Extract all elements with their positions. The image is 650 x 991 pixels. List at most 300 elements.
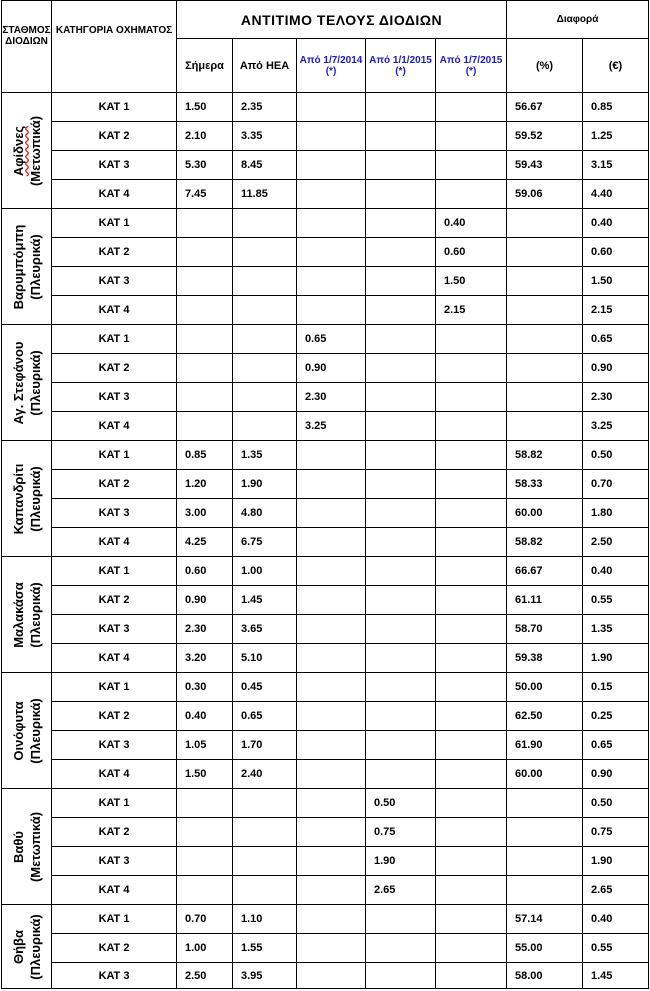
price-2014-07-cell [297, 876, 366, 905]
price-2014-07-cell [297, 934, 366, 963]
table-row [2, 760, 649, 789]
diff-percent-cell: 60.00 [507, 499, 583, 528]
today-cell [177, 789, 233, 818]
price-2015-07-cell: 0.60 [436, 238, 507, 267]
station-type: (Πλευρικά) [27, 697, 43, 764]
price-2015-07-cell [436, 557, 507, 586]
hea-price-cell: 4.80 [233, 499, 297, 528]
today-cell [177, 847, 233, 876]
diff-euro-cell: 0.70 [583, 470, 649, 499]
station-type: (Πλευρικά) [27, 581, 43, 648]
vehicle-category-cell: ΚΑΤ 2 [52, 122, 177, 151]
price-2015-01-cell [366, 267, 436, 296]
vehicle-category-cell: ΚΑΤ 2 [52, 702, 177, 731]
station-name-cell [2, 209, 52, 325]
from-hea-column-header: Από ΗΕΑ [233, 39, 297, 93]
table-row [2, 905, 649, 934]
price-2015-01-cell [366, 499, 436, 528]
price-2015-01-cell [366, 209, 436, 238]
vehicle-category-cell: ΚΑΤ 1 [52, 93, 177, 122]
diff-percent-cell [507, 383, 583, 412]
price-2014-07-cell: 2.30 [297, 383, 366, 412]
price-2014-07-cell [297, 122, 366, 151]
today-cell: 2.30 [177, 615, 233, 644]
price-2014-07-cell [297, 905, 366, 934]
diff-percent-cell: 56.67 [507, 93, 583, 122]
hea-price-cell: 3.35 [233, 122, 297, 151]
station-type: (Μετωπικά) [27, 115, 43, 186]
price-2015-01-cell [366, 702, 436, 731]
diff-euro-cell: 0.85 [583, 93, 649, 122]
table-row [2, 441, 649, 470]
table-row [2, 557, 649, 586]
station-type: (Μετωπικά) [27, 811, 43, 882]
hea-price-cell [233, 383, 297, 412]
today-cell [177, 267, 233, 296]
today-cell [177, 238, 233, 267]
diff-euro-cell: 4.40 [583, 180, 649, 209]
price-2015-07-cell [436, 354, 507, 383]
price-2015-07-cell [436, 673, 507, 702]
hea-price-cell: 1.90 [233, 470, 297, 499]
vehicle-category-cell: ΚΑΤ 1 [52, 325, 177, 354]
price-group-header: ΑΝΤΙΤΙΜΟ ΤΕΛΟΥΣ ΔΙΟΔΙΩΝ [177, 1, 507, 39]
price-2015-01-cell [366, 528, 436, 557]
today-column-header: Σήμερα [177, 39, 233, 93]
station-name: Βαθύ [10, 830, 26, 863]
station-name: Οινόφυτα [10, 700, 26, 761]
hea-price-cell [233, 789, 297, 818]
price-2015-07-cell [436, 93, 507, 122]
station-column-header: ΣΤΑΘΜΟΣ ΔΙΟΔΙΩΝ [2, 1, 52, 93]
diff-percent-cell: 59.43 [507, 151, 583, 180]
diff-euro-cell: 2.50 [583, 528, 649, 557]
vehicle-category-cell: ΚΑΤ 1 [52, 441, 177, 470]
station-name-cell [2, 557, 52, 673]
diff-euro-cell: 0.90 [583, 760, 649, 789]
price-2014-07-cell: 0.90 [297, 354, 366, 383]
hea-price-cell: 1.35 [233, 441, 297, 470]
price-2015-01-cell [366, 934, 436, 963]
table-row [2, 296, 649, 325]
today-cell [177, 818, 233, 847]
price-2015-01-cell [366, 644, 436, 673]
price-2015-01-cell [366, 122, 436, 151]
vehicle-category-cell: ΚΑΤ 3 [52, 267, 177, 296]
diff-euro-cell: 0.65 [583, 731, 649, 760]
hea-price-cell [233, 209, 297, 238]
diff-euro-cell: 1.80 [583, 499, 649, 528]
from-2014-07-column-header: Από 1/7/2014 (*) [297, 39, 366, 93]
price-2015-07-cell: 1.50 [436, 267, 507, 296]
price-2014-07-cell [297, 760, 366, 789]
vehicle-category-cell: ΚΑΤ 3 [52, 963, 177, 989]
price-2014-07-cell [297, 702, 366, 731]
hea-price-cell: 2.35 [233, 93, 297, 122]
price-2015-01-cell [366, 238, 436, 267]
price-2015-07-cell [436, 441, 507, 470]
vehicle-category-cell: ΚΑΤ 4 [52, 644, 177, 673]
price-2015-01-cell [366, 586, 436, 615]
diff-percent-cell: 58.82 [507, 441, 583, 470]
today-cell: 3.00 [177, 499, 233, 528]
price-2015-07-cell [436, 325, 507, 354]
diff-euro-cell: 0.55 [583, 934, 649, 963]
price-2014-07-cell [297, 209, 366, 238]
today-cell: 0.60 [177, 557, 233, 586]
today-cell: 0.30 [177, 673, 233, 702]
diff-euro-cell: 0.50 [583, 441, 649, 470]
diff-percent-cell: 61.90 [507, 731, 583, 760]
diff-euro-cell: 0.50 [583, 789, 649, 818]
price-2015-07-cell [436, 151, 507, 180]
price-2014-07-cell [297, 180, 366, 209]
table-row [2, 267, 649, 296]
vehicle-category-cell: ΚΑΤ 2 [52, 470, 177, 499]
vehicle-category-cell: ΚΑΤ 3 [52, 383, 177, 412]
diff-percent-cell: 62.50 [507, 702, 583, 731]
table-row [2, 180, 649, 209]
price-2014-07-cell [297, 528, 366, 557]
today-cell: 1.00 [177, 934, 233, 963]
price-2015-07-cell [436, 963, 507, 989]
today-cell [177, 383, 233, 412]
today-cell [177, 876, 233, 905]
price-2014-07-cell [297, 789, 366, 818]
station-type: (Πλευρικά) [27, 349, 43, 416]
station-type: (Πλευρικά) [27, 465, 43, 532]
station-name-cell [2, 789, 52, 905]
table-row [2, 354, 649, 383]
price-2015-01-cell [366, 731, 436, 760]
today-cell [177, 325, 233, 354]
table-row [2, 122, 649, 151]
today-cell [177, 354, 233, 383]
today-cell: 0.90 [177, 586, 233, 615]
today-cell: 4.25 [177, 528, 233, 557]
diff-percent-cell: 58.00 [507, 963, 583, 989]
vehicle-category-cell: ΚΑΤ 4 [52, 180, 177, 209]
price-2015-07-cell [436, 789, 507, 818]
price-2015-01-cell [366, 905, 436, 934]
diff-percent-cell [507, 238, 583, 267]
price-2015-07-cell [436, 383, 507, 412]
hea-price-cell [233, 267, 297, 296]
hea-price-cell: 5.10 [233, 644, 297, 673]
diff-euro-cell: 0.55 [583, 586, 649, 615]
table-row [2, 615, 649, 644]
price-2015-01-cell [366, 354, 436, 383]
diff-percent-cell: 55.00 [507, 934, 583, 963]
hea-price-cell [233, 325, 297, 354]
diff-euro-cell: 2.65 [583, 876, 649, 905]
vehicle-category-cell: ΚΑΤ 2 [52, 586, 177, 615]
price-2015-01-cell [366, 383, 436, 412]
station-name-cell [2, 905, 52, 989]
price-2015-07-cell: 0.40 [436, 209, 507, 238]
station-name-cell [2, 673, 52, 789]
table-row [2, 528, 649, 557]
diff-euro-cell: 0.40 [583, 209, 649, 238]
diff-percent-cell [507, 818, 583, 847]
category-column-header: ΚΑΤΗΓΟΡΙΑ ΟΧΗΜΑΤΟΣ [52, 1, 177, 93]
price-2015-07-cell [436, 528, 507, 557]
today-cell [177, 296, 233, 325]
difference-group-header: Διαφορά [507, 1, 649, 39]
price-2015-01-cell [366, 412, 436, 441]
diff-euro-cell: 0.40 [583, 905, 649, 934]
price-2014-07-cell [297, 847, 366, 876]
table-row [2, 963, 649, 989]
table-row [2, 209, 649, 238]
vehicle-category-cell: ΚΑΤ 4 [52, 528, 177, 557]
today-cell [177, 412, 233, 441]
price-2015-01-cell [366, 180, 436, 209]
price-2015-01-cell [366, 557, 436, 586]
diff-euro-cell: 0.25 [583, 702, 649, 731]
price-2015-01-cell [366, 296, 436, 325]
price-2014-07-cell [297, 586, 366, 615]
price-2015-01-cell [366, 470, 436, 499]
table-row [2, 93, 649, 122]
price-2015-01-cell [366, 615, 436, 644]
hea-price-cell [233, 876, 297, 905]
diff-percent-cell: 61.11 [507, 586, 583, 615]
hea-price-cell: 6.75 [233, 528, 297, 557]
hea-price-cell: 8.45 [233, 151, 297, 180]
station-name: Καπανδρίτι [10, 463, 26, 534]
price-2015-07-cell [436, 412, 507, 441]
price-2014-07-cell: 0.65 [297, 325, 366, 354]
price-2015-07-cell [436, 586, 507, 615]
table-row [2, 151, 649, 180]
price-2015-01-cell [366, 441, 436, 470]
diff-euro-cell: 3.25 [583, 412, 649, 441]
diff-percent-cell: 60.00 [507, 760, 583, 789]
diff-percent-cell [507, 325, 583, 354]
vehicle-category-cell: ΚΑΤ 3 [52, 151, 177, 180]
from-2015-07-column-header: Από 1/7/2015 (*) [436, 39, 507, 93]
diff-euro-cell: 1.35 [583, 615, 649, 644]
toll-price-table [1, 0, 649, 989]
station-name: Θήβα [10, 929, 26, 964]
table-row [2, 383, 649, 412]
today-cell: 0.70 [177, 905, 233, 934]
hea-price-cell: 1.00 [233, 557, 297, 586]
price-2014-07-cell [297, 557, 366, 586]
diff-percent-cell [507, 847, 583, 876]
today-cell: 0.40 [177, 702, 233, 731]
today-cell: 1.20 [177, 470, 233, 499]
price-2014-07-cell [297, 499, 366, 528]
hea-price-cell [233, 238, 297, 267]
price-2015-01-cell: 0.50 [366, 789, 436, 818]
price-2015-07-cell [436, 905, 507, 934]
hea-price-cell: 0.45 [233, 673, 297, 702]
vehicle-category-cell: ΚΑΤ 3 [52, 847, 177, 876]
table-row [2, 644, 649, 673]
vehicle-category-cell: ΚΑΤ 2 [52, 354, 177, 383]
diff-euro-cell: 2.30 [583, 383, 649, 412]
diff-percent-cell [507, 876, 583, 905]
hea-price-cell: 1.70 [233, 731, 297, 760]
diff-percent-cell: 59.38 [507, 644, 583, 673]
diff-percent-cell [507, 209, 583, 238]
price-2015-07-cell [436, 702, 507, 731]
diff-euro-cell: 0.40 [583, 557, 649, 586]
today-cell: 2.10 [177, 122, 233, 151]
hea-price-cell [233, 296, 297, 325]
diff-euro-cell: 3.15 [583, 151, 649, 180]
today-cell: 0.85 [177, 441, 233, 470]
diff-euro-cell: 0.60 [583, 238, 649, 267]
price-2015-01-cell: 1.90 [366, 847, 436, 876]
vehicle-category-cell: ΚΑΤ 1 [52, 673, 177, 702]
hea-price-cell [233, 412, 297, 441]
table-row [2, 934, 649, 963]
table-row [2, 702, 649, 731]
diff-euro-cell: 1.90 [583, 847, 649, 876]
price-2014-07-cell [297, 151, 366, 180]
diff-percent-cell [507, 267, 583, 296]
from-2015-01-column-header: Από 1/1/2015 (*) [366, 39, 436, 93]
price-2015-07-cell [436, 122, 507, 151]
price-2014-07-cell [297, 963, 366, 989]
today-cell [177, 209, 233, 238]
diff-percent-cell: 58.70 [507, 615, 583, 644]
table-row [2, 818, 649, 847]
price-2014-07-cell [297, 93, 366, 122]
diff-euro-cell: 0.75 [583, 818, 649, 847]
hea-price-cell [233, 354, 297, 383]
price-2015-01-cell [366, 93, 436, 122]
price-2015-07-cell [436, 934, 507, 963]
table-row [2, 673, 649, 702]
hea-price-cell: 11.85 [233, 180, 297, 209]
price-2015-07-cell [436, 180, 507, 209]
price-2014-07-cell [297, 615, 366, 644]
table-row [2, 470, 649, 499]
hea-price-cell: 1.10 [233, 905, 297, 934]
diff-percent-cell: 57.14 [507, 905, 583, 934]
hea-price-cell: 1.55 [233, 934, 297, 963]
price-2014-07-cell [297, 238, 366, 267]
vehicle-category-cell: ΚΑΤ 1 [52, 905, 177, 934]
vehicle-category-cell: ΚΑΤ 1 [52, 209, 177, 238]
vehicle-category-cell: ΚΑΤ 2 [52, 934, 177, 963]
diff-euro-cell: 0.15 [583, 673, 649, 702]
price-2014-07-cell [297, 818, 366, 847]
table-row [2, 847, 649, 876]
vehicle-category-cell: ΚΑΤ 2 [52, 238, 177, 267]
price-2014-07-cell [297, 441, 366, 470]
diff-euro-column-header: (€) [583, 39, 649, 93]
diff-percent-cell [507, 412, 583, 441]
table-row [2, 499, 649, 528]
price-2015-07-cell [436, 499, 507, 528]
price-2015-01-cell [366, 325, 436, 354]
diff-euro-cell: 2.15 [583, 296, 649, 325]
price-2014-07-cell [297, 731, 366, 760]
table-row [2, 789, 649, 818]
hea-price-cell: 3.95 [233, 963, 297, 989]
diff-euro-cell: 1.45 [583, 963, 649, 989]
today-cell: 5.30 [177, 151, 233, 180]
station-type: (Πλευρικά) [27, 233, 43, 300]
diff-percent-cell: 50.00 [507, 673, 583, 702]
price-2014-07-cell [297, 644, 366, 673]
table-row [2, 876, 649, 905]
today-cell: 1.05 [177, 731, 233, 760]
price-2014-07-cell: 3.25 [297, 412, 366, 441]
price-2015-01-cell [366, 760, 436, 789]
diff-euro-cell: 0.65 [583, 325, 649, 354]
price-2014-07-cell [297, 470, 366, 499]
station-name: Βαρυμπόμπη [10, 224, 26, 309]
diff-percent-cell: 66.67 [507, 557, 583, 586]
hea-price-cell [233, 818, 297, 847]
station-type: (Πλευρικά) [27, 913, 43, 980]
station-name: Μαλακάσα [10, 581, 26, 648]
diff-euro-cell: 1.50 [583, 267, 649, 296]
price-2015-07-cell [436, 731, 507, 760]
price-2015-01-cell: 2.65 [366, 876, 436, 905]
today-cell: 2.50 [177, 963, 233, 989]
hea-price-cell: 1.45 [233, 586, 297, 615]
vehicle-category-cell: ΚΑΤ 3 [52, 731, 177, 760]
price-2014-07-cell [297, 296, 366, 325]
hea-price-cell [233, 847, 297, 876]
today-cell: 1.50 [177, 760, 233, 789]
diff-percent-cell: 58.82 [507, 528, 583, 557]
diff-percent-column-header: (%) [507, 39, 583, 93]
price-2015-07-cell [436, 615, 507, 644]
today-cell: 1.50 [177, 93, 233, 122]
table-row [2, 325, 649, 354]
diff-percent-cell: 58.33 [507, 470, 583, 499]
today-cell: 7.45 [177, 180, 233, 209]
vehicle-category-cell: ΚΑΤ 3 [52, 499, 177, 528]
vehicle-category-cell: ΚΑΤ 4 [52, 296, 177, 325]
diff-euro-cell: 0.90 [583, 354, 649, 383]
diff-percent-cell: 59.06 [507, 180, 583, 209]
station-name-cell [2, 93, 52, 209]
price-2015-07-cell [436, 876, 507, 905]
diff-percent-cell: 59.52 [507, 122, 583, 151]
table-row [2, 586, 649, 615]
station-name: Αφίδνες [10, 125, 26, 176]
diff-euro-cell: 1.25 [583, 122, 649, 151]
diff-euro-cell: 1.90 [583, 644, 649, 673]
station-name-cell [2, 325, 52, 441]
hea-price-cell: 0.65 [233, 702, 297, 731]
today-cell: 3.20 [177, 644, 233, 673]
table-row [2, 412, 649, 441]
vehicle-category-cell: ΚΑΤ 3 [52, 615, 177, 644]
price-2015-07-cell: 2.15 [436, 296, 507, 325]
table-row [2, 731, 649, 760]
price-2014-07-cell [297, 673, 366, 702]
vehicle-category-cell: ΚΑΤ 4 [52, 876, 177, 905]
price-2014-07-cell [297, 267, 366, 296]
diff-percent-cell [507, 296, 583, 325]
hea-price-cell: 3.65 [233, 615, 297, 644]
price-2015-07-cell [436, 470, 507, 499]
vehicle-category-cell: ΚΑΤ 1 [52, 557, 177, 586]
price-2015-07-cell [436, 644, 507, 673]
table-row [2, 238, 649, 267]
station-name: Αγ. Στεφάνου [10, 341, 26, 424]
